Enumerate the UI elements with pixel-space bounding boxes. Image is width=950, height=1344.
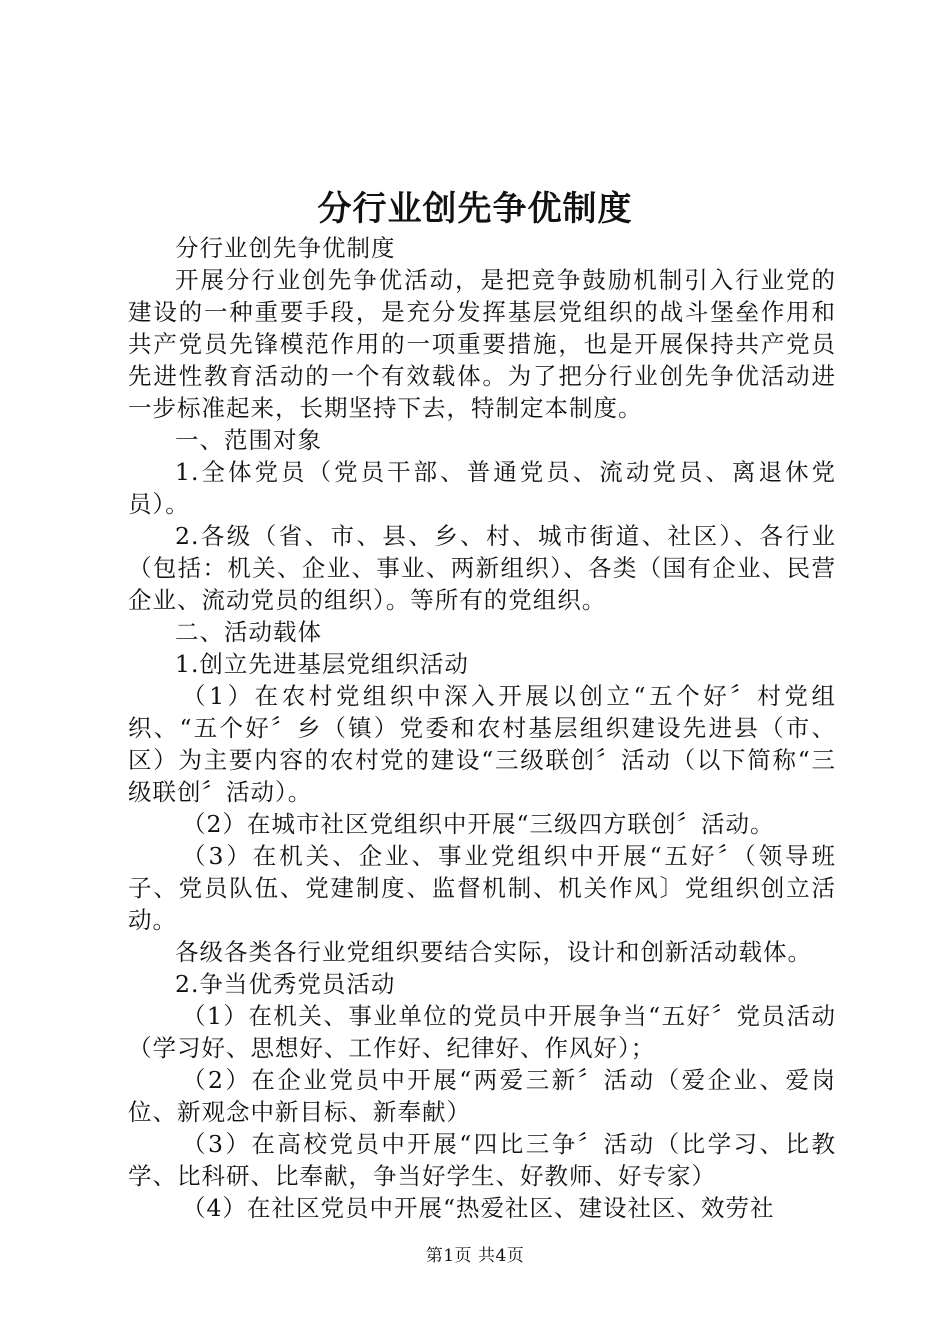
paragraph-enterprise: （2）在企业党员中开展“两爱三新〞活动（爱企业、爱岗位、新观念中新目标、新奉献） [128, 1066, 836, 1126]
paragraph-urban: （2）在城市社区党组织中开展“三级四方联创〞活动。 [182, 810, 775, 838]
paragraph-scope-1: 1.全体党员（党员干部、普通党员、流动党员、离退休党员）。 [128, 458, 836, 518]
paragraph-institutions: （3）在机关、企业、事业党组织中开展“五好〞（领导班子、党员队伍、党建制度、监督机制、机关作风〕党组织创立活动。 [128, 842, 836, 934]
paragraph-subtitle: 分行业创先争优制度 [175, 234, 396, 262]
document-title: 分行业创先争优制度 [317, 189, 633, 229]
paragraph-scope-2: 2.各级（省、市、县、乡、村、城市街道、社区）、各行业（包括：机关、企业、事业、两新组织）、各类（国有企业、民营企业、流动党员的组织）。等所有的党组织。 [128, 522, 836, 614]
paragraph-rural: （1）在农村党组织中深入开展以创立“五个好〞村党组织、“五个好〞乡（镇）党委和农村基层组织建设先进县（市、区）为主要内容的农村党的建设“三级联创〞活动（以下简称“三级联创〞活动）。 [128, 682, 836, 806]
paragraph-five-good: （1）在机关、事业单位的党员中开展争当“五好〞党员活动（学习好、思想好、工作好、纪律好、作风好）； [128, 1002, 836, 1062]
page-footer: 第1页 共4页 [425, 1246, 525, 1266]
section-heading-scope: 一、范围对象 [175, 426, 322, 454]
subheading-excellent-members: 2.争当优秀党员活动 [175, 970, 396, 998]
paragraph-innovation: 各级各类各行业党组织要结合实际，设计和创新活动载体。 [175, 938, 812, 966]
paragraph-community: （4）在社区党员中开展“热爱社区、建设社区、效劳社 [182, 1194, 775, 1222]
subheading-advanced-org: 1.创立先进基层党组织活动 [175, 650, 469, 678]
document-body [128, 232, 836, 1224]
section-heading-carriers: 二、活动载体 [175, 618, 322, 646]
paragraph-university: （3）在高校党员中开展“四比三争〞活动（比学习、比教学、比科研、比奉献，争当好学生、好教师、好专家） [128, 1130, 836, 1190]
paragraph-intro: 开展分行业创先争优活动，是把竞争鼓励机制引入行业党的建设的一种重要手段，是充分发挥基层党组织的战斗堡垒作用和共产党员先锋模范作用的一项重要措施，也是开展保持共产党员先进性教育活动的一个有效载体。为了把分行业创先争优活动进一步标准起来，长期坚持下去，特制定本制度。 [128, 266, 836, 422]
